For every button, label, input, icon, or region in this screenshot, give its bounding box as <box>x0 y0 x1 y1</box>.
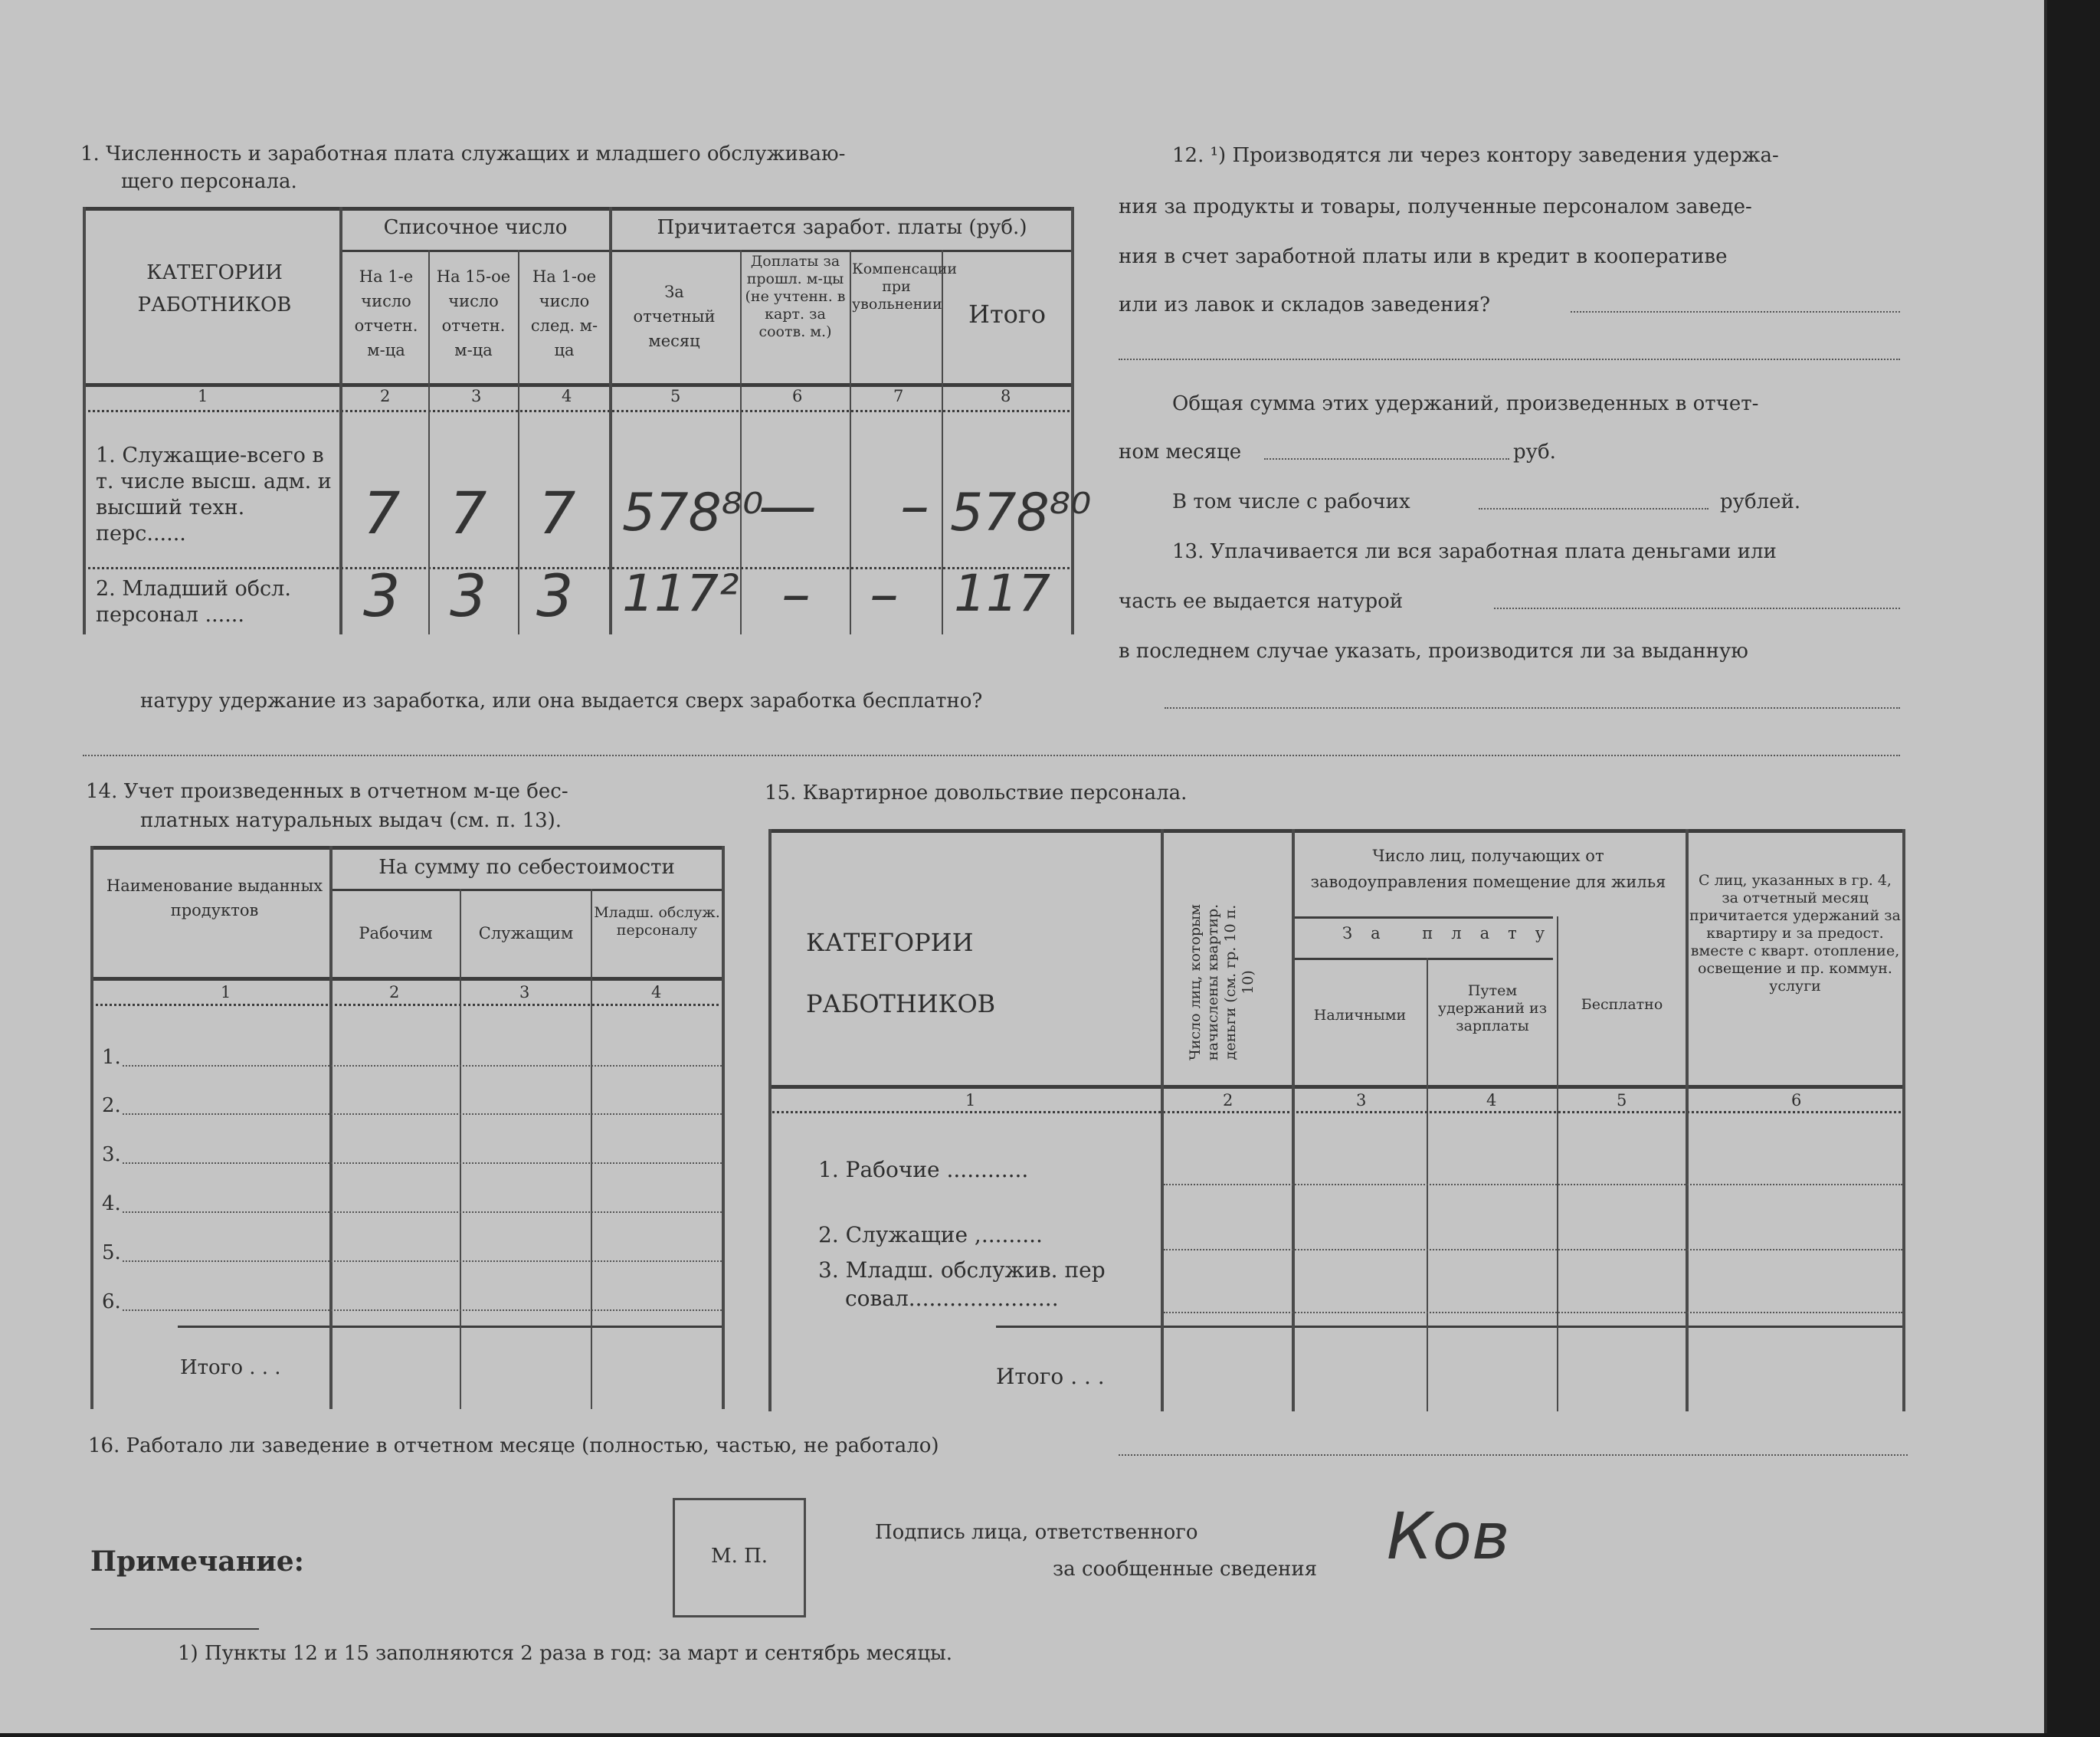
s12-sum-line2: ном месяце <box>1119 441 1242 464</box>
s15-col2-header: Число лиц, которым начислены квартир. деньги (см. гр. 10 п. 10) <box>1187 903 1256 1061</box>
colnum-5: 5 <box>670 387 681 405</box>
s12-sum3-unit: рублей. <box>1720 490 1801 513</box>
colnum-1: 1 <box>198 387 208 405</box>
row1-col2: 7 <box>363 479 401 547</box>
s15-colnum-3: 3 <box>1356 1091 1367 1109</box>
s12-sum-line1: Общая сумма этих удержаний, произведенных в отчет- <box>1172 392 1759 415</box>
s14-title-line2: платных натуральных выдач (см. п. 13). <box>140 809 562 832</box>
col-header-3: На 15-ое число отчетн. м-ца <box>436 267 511 359</box>
s14-row-1: 1. <box>102 1046 121 1069</box>
row2-col3: 3 <box>450 562 487 630</box>
s15-colnum-4: 4 <box>1486 1091 1497 1109</box>
s15-colnum-2: 2 <box>1223 1091 1233 1109</box>
s15-col3-header: Наличными <box>1313 1007 1407 1024</box>
signature-label-1: Подпись лица, ответственного <box>875 1521 1198 1544</box>
stamp-box <box>673 1498 806 1617</box>
s13-line1: 13. Уплачивается ли вся заработная плата деньгами или <box>1172 540 1777 563</box>
s14-col3-header: Служащим <box>478 924 574 942</box>
colnum-7: 7 <box>893 387 904 405</box>
row2-label: 2. Младший обсл. персонал ...... <box>96 577 291 627</box>
colnum-2: 2 <box>380 387 391 405</box>
s12-line1: 12. ¹) Производятся ли через контору заведения удержа- <box>1172 144 1779 167</box>
s13-line4: натуру удержание из заработка, или она выдается сверх заработка бесплатно? <box>140 690 983 713</box>
s14-col4-header: Младш. обслуж. персоналу <box>594 904 720 939</box>
s14-col1-header: Наименование выданных продуктов <box>106 877 323 919</box>
col-header-2: На 1-е число отчетн. м-ца <box>354 267 418 359</box>
s14-colnum-4: 4 <box>651 983 662 1001</box>
s14-total-label: Итого . . . <box>180 1356 281 1379</box>
col-header-spisochnoe: Списочное число <box>383 216 568 239</box>
s15-col4-header: Путем удержаний из зарплаты <box>1437 982 1548 1034</box>
s12-sum-unit: руб. <box>1513 441 1556 464</box>
s14-title-line1: 14. Учет произведенных в отчетном м-це бес- <box>86 780 568 803</box>
s14-row-5: 5. <box>102 1241 121 1264</box>
s15-col5-header: Бесплатно <box>1581 996 1663 1013</box>
colnum-3: 3 <box>471 387 482 405</box>
s15-row-1: 1. Рабочие ............ <box>818 1157 1029 1182</box>
s12-line2: ния за продукты и товары, полученные персоналом заведе- <box>1119 195 1752 218</box>
stamp-text: М. П. <box>710 1545 768 1568</box>
col-header-5: За отчетный месяц <box>633 283 716 350</box>
col-header-4: На 1-ое число след. м-ца <box>530 267 598 359</box>
s14-colnum-1: 1 <box>221 983 231 1001</box>
row2-col8: 117 <box>954 564 1050 623</box>
s15-header-group: Число лиц, получающих от заводоуправления помещение для жилья <box>1310 847 1666 891</box>
s15-row-3: 3. Младш. обслужив. пер <box>818 1257 1106 1283</box>
s12-line4: или из лавок и складов заведения? <box>1119 293 1491 316</box>
footnote: 1) Пункты 12 и 15 заполняются 2 раза в год: за март и сентябрь месяцы. <box>178 1642 952 1665</box>
s15-col1-header: КАТЕГОРИИ РАБОТНИКОВ <box>806 928 996 1018</box>
s15-title: 15. Квартирное довольствие персонала. <box>765 782 1188 805</box>
signature-label-2: за сообщенные сведения <box>1053 1558 1318 1581</box>
s13-line2: часть ее выдается натурой <box>1119 590 1404 613</box>
section1-title-line2: щего персонала. <box>121 170 297 193</box>
s14-colnum-3: 3 <box>519 983 530 1001</box>
col-header-6: Доплаты за прошл. м-цы (не учтенн. в карт. за соотв. м.) <box>745 253 846 340</box>
row1-col4: 7 <box>539 479 576 547</box>
row1-col8: 578⁸⁰ <box>950 483 1092 543</box>
s12-line3: ния в счет заработной платы или в кредит в кооперативе <box>1119 245 1728 268</box>
s15-row-2: 2. Служащие ,......... <box>818 1222 1043 1247</box>
s12-sum-line3: В том числе с рабочих <box>1172 490 1410 513</box>
row2-col2: 3 <box>363 562 401 630</box>
s14-row-2: 2. <box>102 1094 121 1117</box>
row2-col4: 3 <box>536 562 574 630</box>
s14-header-sum: На сумму по себестоимости <box>378 856 675 879</box>
colnum-4: 4 <box>562 387 572 405</box>
row1-col5: 578⁸⁰ <box>622 483 764 543</box>
s14-colnum-2: 2 <box>389 983 400 1001</box>
s15-header-zaplatu: За плату <box>1342 924 1564 942</box>
colnum-6: 6 <box>792 387 803 405</box>
s16-text: 16. Работало ли заведение в отчетном месяце (полностью, частью, не работало) <box>88 1434 939 1457</box>
s15-row-3b: совал...................... <box>845 1286 1059 1311</box>
section1-title-line1: 1. Численность и заработная плата служащих и младшего обслуживаю- <box>80 143 846 166</box>
col-header-categories: КАТЕГОРИИ РАБОТНИКОВ <box>137 261 292 316</box>
s14-col2-header: Рабочим <box>359 924 433 942</box>
s15-colnum-6: 6 <box>1791 1091 1802 1109</box>
row2-col5: 117² <box>622 564 739 623</box>
row1-col6: — <box>758 471 817 539</box>
s14-row-6: 6. <box>102 1290 121 1313</box>
col-header-7: Компенсации при увольнении <box>852 261 958 313</box>
signature: Ков <box>1387 1499 1510 1574</box>
s15-col6-header: С лиц, указанных в гр. 4, за отчетный месяц причитается удержаний за квартиру и за предост. вместе с кварт. отопление, освещение и пр. коммун. услуги <box>1689 872 1901 995</box>
row1-col3: 7 <box>450 479 487 547</box>
col-header-8: Итого <box>968 300 1046 329</box>
s13-line3: в последнем случае указать, производится ли за выданную <box>1119 640 1748 663</box>
row1-label: 1. Служащие-всего в т. числе высш. адм. и высший техн. перс...... <box>96 444 332 546</box>
s15-colnum-1: 1 <box>965 1091 976 1109</box>
colnum-8: 8 <box>1001 387 1011 405</box>
s15-colnum-5: 5 <box>1617 1091 1627 1109</box>
s15-total-label: Итого . . . <box>996 1364 1105 1389</box>
row1-col7: – <box>900 471 929 539</box>
s14-row-3: 3. <box>102 1143 121 1166</box>
col-header-prichitaetsya: Причитается заработ. платы (руб.) <box>657 216 1027 239</box>
s14-row-4: 4. <box>102 1192 121 1215</box>
note-label: Примечание: <box>90 1545 304 1578</box>
row2-col6: – <box>781 559 811 628</box>
row2-col7: – <box>870 559 899 628</box>
